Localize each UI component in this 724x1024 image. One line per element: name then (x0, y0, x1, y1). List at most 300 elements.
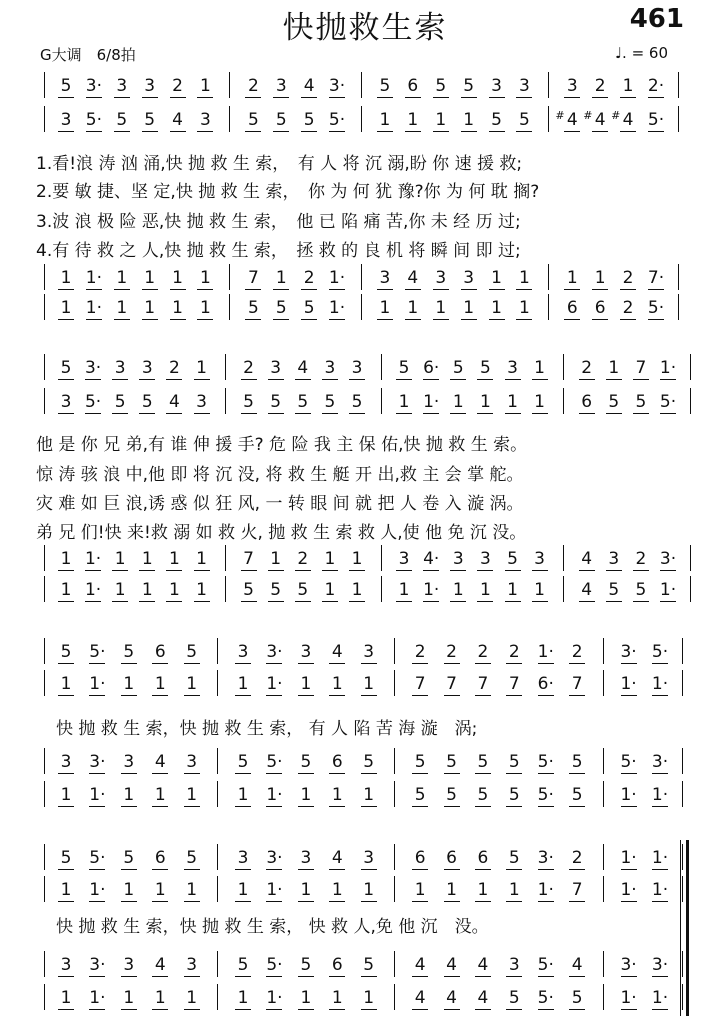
note: # 4 (617, 110, 639, 130)
note: 1 (194, 76, 216, 96)
note: 1· (620, 988, 637, 1008)
note: 5 (409, 785, 431, 805)
barline (690, 388, 691, 414)
note: 5 (292, 580, 314, 600)
note: 3 (139, 76, 161, 96)
note: 1· (651, 988, 669, 1008)
note: 1· (89, 785, 106, 805)
note: 1 (163, 549, 185, 569)
barline (44, 576, 45, 602)
note: 5· (89, 848, 106, 868)
note: 2 (617, 268, 639, 288)
note: 6 (402, 76, 424, 96)
note: 5 (630, 392, 652, 412)
note: 1· (537, 642, 554, 662)
note: 5· (537, 752, 554, 772)
barline (229, 294, 230, 320)
note: 1 (149, 988, 171, 1008)
note: 5· (328, 110, 346, 130)
note: 1 (295, 674, 317, 694)
note: 5 (374, 76, 396, 96)
note: 3 (603, 549, 625, 569)
note: 5 (503, 988, 525, 1008)
note: 1 (181, 880, 203, 900)
note: 5 (181, 848, 203, 868)
barline (217, 844, 218, 870)
note: 4 (402, 268, 424, 288)
barline (217, 951, 218, 977)
barline (563, 545, 564, 571)
note: 1 (232, 785, 254, 805)
note: 5 (111, 110, 133, 130)
barline (548, 294, 549, 320)
barline (44, 670, 45, 696)
note: 5 (566, 752, 588, 772)
hymn-number: 461 (629, 4, 684, 34)
note: 5 (441, 785, 463, 805)
note: 3· (89, 752, 106, 772)
barline (217, 984, 218, 1010)
note: 3· (651, 752, 669, 772)
note: 3· (659, 549, 677, 569)
note: 1 (111, 268, 133, 288)
note: 2 (163, 358, 185, 378)
note: 1 (167, 298, 189, 318)
note: 5 (430, 76, 452, 96)
note: 3 (502, 358, 524, 378)
note: 1 (55, 549, 77, 569)
note: 3 (55, 955, 77, 975)
note: 3 (232, 642, 254, 662)
note: 1 (326, 785, 348, 805)
verse-1: 他 是 你 兄 弟,有 谁 伸 援 手? 危 险 我 主 保 佑,快 抛 救 生 索。 (36, 435, 528, 455)
note: 1· (651, 785, 669, 805)
note: 1 (167, 268, 189, 288)
note: 1· (423, 392, 440, 412)
note: # 4 (561, 110, 583, 130)
verse-3: 3.波 浪 极 险 恶,快 抛 救 生 索， 他 已 陷 痛 苦,你 未 经 历 过; (36, 212, 521, 232)
note: 1 (513, 268, 535, 288)
note: 6· (423, 358, 440, 378)
note: 1 (474, 392, 496, 412)
barline (394, 951, 395, 977)
final-barline (686, 840, 689, 1016)
note: 1 (191, 358, 213, 378)
note: 1 (111, 298, 133, 318)
note: 3· (85, 76, 102, 96)
note: 5 (346, 392, 368, 412)
note: 5 (265, 580, 287, 600)
note: 4 (441, 988, 463, 1008)
note: 1· (89, 880, 106, 900)
barline (44, 264, 45, 290)
note: 5 (265, 392, 287, 412)
note: 1 (118, 785, 140, 805)
note: 3 (513, 76, 535, 96)
note: 2 (409, 642, 431, 662)
barline (682, 951, 683, 977)
barline (394, 844, 395, 870)
note: 5 (55, 642, 77, 662)
note: 1· (651, 848, 669, 868)
note: 2 (589, 76, 611, 96)
note: 1 (295, 988, 317, 1008)
note: 5 (292, 392, 314, 412)
note: 5 (458, 76, 480, 96)
note: 1 (589, 268, 611, 288)
barline (394, 670, 395, 696)
barline (381, 545, 382, 571)
note: 1 (118, 674, 140, 694)
note: 3 (55, 392, 77, 412)
barline (603, 876, 604, 902)
note: 1 (181, 674, 203, 694)
barline (678, 72, 679, 98)
note: 7 (566, 880, 588, 900)
note: 7 (409, 674, 431, 694)
note: 1· (84, 580, 102, 600)
note: 5 (503, 848, 525, 868)
note: 5 (232, 752, 254, 772)
note: 7 (472, 674, 494, 694)
barline (548, 72, 549, 98)
note: 1 (163, 580, 185, 600)
note: 3 (486, 76, 508, 96)
note: 1 (529, 392, 551, 412)
note: 1 (374, 110, 396, 130)
note: 1 (136, 580, 158, 600)
barline (394, 748, 395, 774)
note: 1 (529, 358, 551, 378)
note: 5 (319, 392, 341, 412)
note: 1 (617, 76, 639, 96)
note: 5 (502, 549, 524, 569)
note: 5 (242, 298, 264, 318)
note: 6 (589, 298, 611, 318)
note: 3· (620, 642, 637, 662)
note: 3 (181, 955, 203, 975)
tempo-marking: ♩. = 60 (614, 44, 668, 62)
note: 1 (603, 358, 625, 378)
note: 4 (566, 955, 588, 975)
barline (690, 576, 691, 602)
note: 1 (149, 785, 171, 805)
note: 1 (194, 268, 216, 288)
note: 3 (374, 268, 396, 288)
note: 3· (651, 955, 669, 975)
note: 1 (191, 549, 213, 569)
note: 7 (242, 268, 264, 288)
note: 5· (537, 785, 554, 805)
refrain-lyric: 快 抛 救 生 索，快 抛 救 生 索， 有 人 陷 苦 海 漩 涡; (56, 719, 478, 739)
note: 5 (109, 392, 131, 412)
note: 2 (472, 642, 494, 662)
note: 2 (630, 549, 652, 569)
note: 5 (503, 752, 525, 772)
barline (682, 670, 683, 696)
barline (217, 748, 218, 774)
note: 1 (270, 268, 292, 288)
verse-2: 惊 涛 骇 浪 中,他 即 将 沉 没, 将 救 生 艇 开 出,救 主 会 掌 舵。 (36, 465, 524, 485)
note: 5· (647, 298, 665, 318)
note: 5· (620, 752, 637, 772)
note: 6· (537, 674, 554, 694)
verse-1: 1.看!浪 涛 汹 涌,快 抛 救 生 索， 有 人 将 沉 溺,盼 你 速 援 救; (36, 154, 523, 174)
note: 1 (513, 298, 535, 318)
note: 1· (659, 358, 677, 378)
note: 5 (295, 955, 317, 975)
note: 5 (447, 358, 469, 378)
note: 2· (647, 76, 665, 96)
note: 1 (149, 674, 171, 694)
note: 5 (242, 110, 264, 130)
note: 5 (295, 752, 317, 772)
note: 1 (430, 110, 452, 130)
note: 1 (194, 298, 216, 318)
note: 3· (620, 955, 637, 975)
note: 5 (232, 955, 254, 975)
note: 1 (441, 880, 463, 900)
barline (225, 388, 226, 414)
barline (361, 264, 362, 290)
note: 1 (149, 880, 171, 900)
note: 3· (537, 848, 554, 868)
barline (682, 638, 683, 664)
note: 1 (529, 580, 551, 600)
note: 1 (109, 549, 131, 569)
note: 7· (647, 268, 665, 288)
note: 1· (84, 549, 102, 569)
note: 3· (84, 358, 102, 378)
note: 1· (85, 298, 102, 318)
note: 1 (109, 580, 131, 600)
note: 5 (566, 785, 588, 805)
note: 1 (118, 880, 140, 900)
note: 5 (55, 848, 77, 868)
note: 1· (266, 988, 283, 1008)
note: 1 (55, 580, 77, 600)
note: 1 (447, 580, 469, 600)
barline (548, 264, 549, 290)
note: 3· (266, 642, 283, 662)
note: 1 (55, 988, 77, 1008)
barline (361, 72, 362, 98)
note: 5 (298, 110, 320, 130)
barline (44, 294, 45, 320)
note: 3 (430, 268, 452, 288)
note: 1· (89, 674, 106, 694)
note: 5 (270, 110, 292, 130)
note: 5 (486, 110, 508, 130)
note: 1 (232, 880, 254, 900)
note: 4 (472, 955, 494, 975)
note: 1 (136, 549, 158, 569)
key-time-signature: G大调 6/8拍 (40, 46, 136, 64)
barline (44, 72, 45, 98)
note: 2 (617, 298, 639, 318)
note: 1 (358, 988, 380, 1008)
note: 5 (472, 785, 494, 805)
note: 5 (238, 580, 260, 600)
barline (563, 576, 564, 602)
note: 1 (458, 110, 480, 130)
note: 3 (232, 848, 254, 868)
note: 1 (358, 785, 380, 805)
note: 5 (409, 752, 431, 772)
note: 1 (393, 392, 415, 412)
barline (361, 106, 362, 132)
note: 6 (576, 392, 598, 412)
note: 2 (238, 358, 260, 378)
note: 1 (319, 580, 341, 600)
note: 1 (402, 298, 424, 318)
note: 5 (358, 955, 380, 975)
note: 5· (85, 110, 102, 130)
note: 4 (326, 848, 348, 868)
note: 1 (326, 988, 348, 1008)
barline (381, 576, 382, 602)
note: 5 (358, 752, 380, 772)
note: 1 (181, 988, 203, 1008)
note: 5 (603, 392, 625, 412)
barline (563, 354, 564, 380)
barline (381, 388, 382, 414)
note: 3· (328, 76, 346, 96)
note: 1 (118, 988, 140, 1008)
note: 6 (149, 642, 171, 662)
note: 4 (298, 76, 320, 96)
note: 3· (266, 848, 283, 868)
barline (229, 106, 230, 132)
note: 1· (328, 298, 346, 318)
note: 1 (502, 392, 524, 412)
note: # 4 (589, 110, 611, 130)
note: 4 (409, 988, 431, 1008)
barline (44, 844, 45, 870)
note: 4 (149, 955, 171, 975)
barline (44, 748, 45, 774)
barline (44, 781, 45, 807)
barline (603, 670, 604, 696)
note: 2 (566, 848, 588, 868)
note: 1 (472, 880, 494, 900)
note: 1· (537, 880, 554, 900)
note: 5 (118, 848, 140, 868)
barline (44, 106, 45, 132)
note: 1 (326, 674, 348, 694)
verse-4: 4.有 待 救 之 人,快 抛 救 生 索， 拯 救 的 良 机 将 瞬 间 即 过; (36, 241, 521, 261)
barline (678, 294, 679, 320)
barline (682, 984, 683, 1010)
barline (394, 781, 395, 807)
barline (603, 638, 604, 664)
note: 1 (55, 880, 77, 900)
barline (225, 545, 226, 571)
note: 5· (537, 988, 554, 1008)
note: 2 (298, 268, 320, 288)
note: 2 (503, 642, 525, 662)
note: 2 (576, 358, 598, 378)
note: 1 (55, 674, 77, 694)
note: 1· (620, 674, 637, 694)
note: 1· (659, 580, 677, 600)
barline (682, 748, 683, 774)
note: 5 (441, 752, 463, 772)
note: 5 (513, 110, 535, 130)
note: 3 (561, 76, 583, 96)
verse-4: 弟 兄 们!快 来!救 溺 如 救 火, 抛 救 生 索 救 人,使 他 免 沉 没。 (36, 523, 527, 543)
barline (44, 951, 45, 977)
note: 1 (458, 298, 480, 318)
note: 1 (503, 880, 525, 900)
note: 3 (136, 358, 158, 378)
barline (603, 844, 604, 870)
note: 2 (167, 76, 189, 96)
note: 5 (55, 76, 77, 96)
barline (44, 354, 45, 380)
note: 5· (537, 955, 554, 975)
barline (217, 876, 218, 902)
note: 3 (118, 752, 140, 772)
note: 1 (191, 580, 213, 600)
note: 5 (474, 358, 496, 378)
barline (682, 844, 683, 870)
barline (217, 638, 218, 664)
sharp-icon: # (611, 109, 621, 122)
barline (678, 264, 679, 290)
note: 1 (55, 785, 77, 805)
note: 4 (576, 580, 598, 600)
barline (217, 781, 218, 807)
note: 1· (651, 674, 669, 694)
note: 3 (55, 110, 77, 130)
note: 3 (358, 642, 380, 662)
note: 7 (566, 674, 588, 694)
note: 3 (319, 358, 341, 378)
barline (44, 545, 45, 571)
note: 5· (89, 642, 106, 662)
note: 1· (266, 785, 283, 805)
note: 5 (181, 642, 203, 662)
barline (603, 748, 604, 774)
note: 5· (647, 110, 665, 130)
note: 4 (576, 549, 598, 569)
note: 4 (292, 358, 314, 378)
final-barline-thin (680, 840, 681, 1016)
note: 1 (486, 268, 508, 288)
barline (682, 876, 683, 902)
note: 3 (358, 848, 380, 868)
note: 6 (326, 752, 348, 772)
note: 3 (295, 642, 317, 662)
note: 1· (85, 268, 102, 288)
note: 1 (181, 785, 203, 805)
note: 1 (346, 580, 368, 600)
note: 1 (265, 549, 287, 569)
note: 5 (393, 358, 415, 378)
note: 1· (620, 880, 637, 900)
barline (217, 670, 218, 696)
barline (225, 354, 226, 380)
note: 3 (295, 848, 317, 868)
note: 1 (358, 674, 380, 694)
note: 1· (620, 848, 637, 868)
barline (44, 388, 45, 414)
verse-3: 灾 难 如 巨 浪,诱 惑 似 狂 风, 一 转 眼 间 就 把 人 卷 入 漩 涡。 (36, 494, 524, 514)
note: 7 (630, 358, 652, 378)
note: 3 (194, 110, 216, 130)
note: 6 (326, 955, 348, 975)
